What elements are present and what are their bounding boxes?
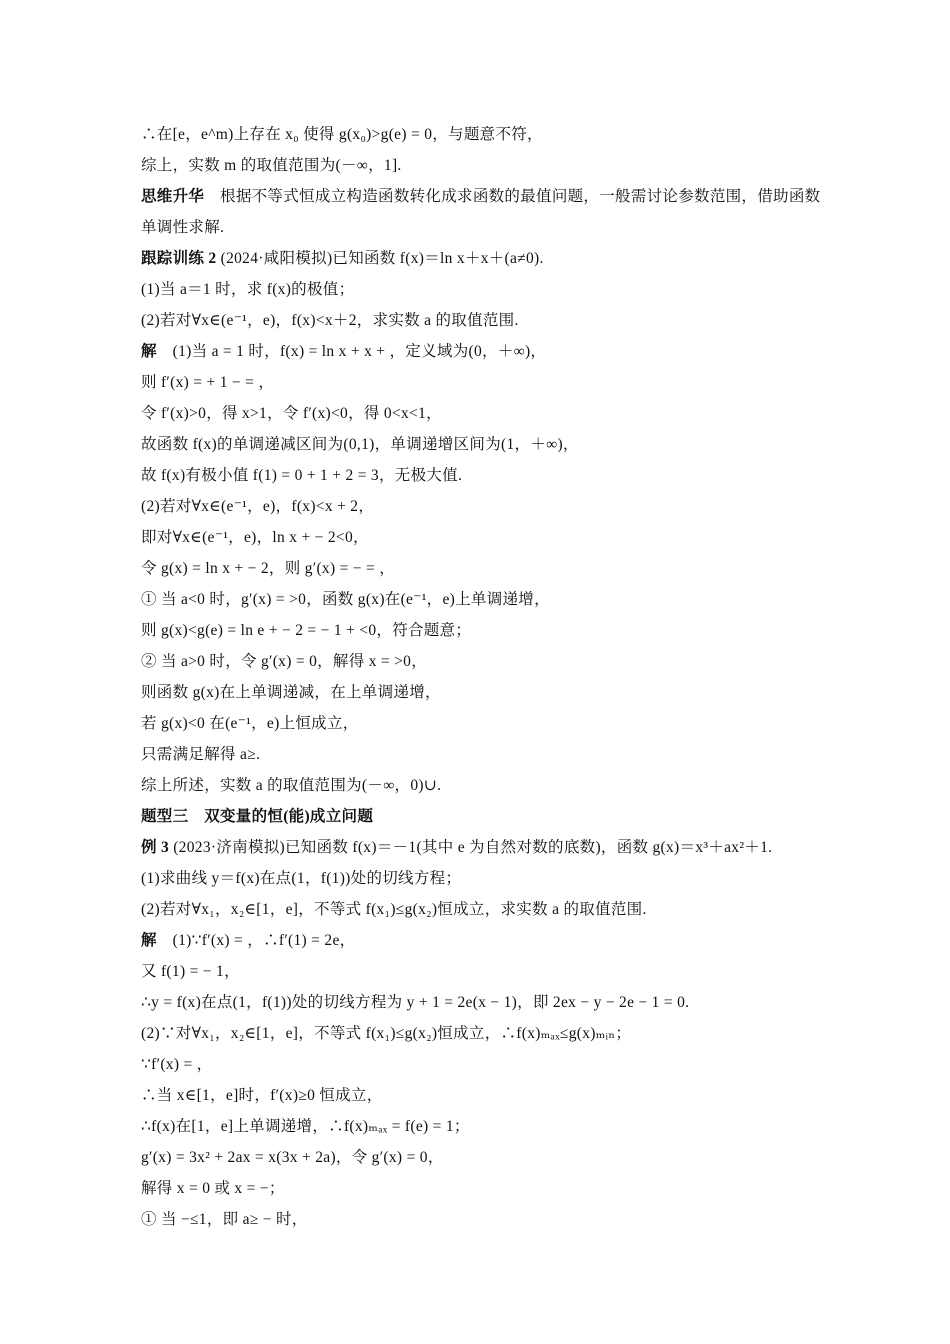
text-line: 令 g(x) = ln x + − 2，则 g′(x) = − = ， bbox=[141, 560, 396, 577]
text-line: 令 f′(x)>0，得 x>1，令 f′(x)<0，得 0<x<1， bbox=[141, 405, 442, 422]
text-line: ∵f′(x) = ， bbox=[141, 1056, 213, 1073]
text-line: 则函数 g(x)在上单调递减，在上单调递增， bbox=[141, 684, 441, 701]
exercise-intro bbox=[141, 243, 821, 274]
text-line: 只需满足解得 a≥. bbox=[141, 746, 261, 763]
example-text: (2023·济南模拟)已知函数 f(x)＝－1(其中 e 为自然对数的底数)，函数 g(x)＝x³＋ax²＋1. bbox=[173, 839, 773, 856]
text-line: 则 f′(x) = + 1 − = ， bbox=[141, 374, 275, 391]
text-line: 故函数 f(x)的单调递减区间为(0,1)，单调递增区间为(1，＋∞)， bbox=[141, 436, 579, 453]
text-line: ① 当 a<0 时，g′(x) = >0，函数 g(x)在(e⁻¹，e)上单调递增， bbox=[141, 591, 550, 608]
summary-heading: 思维升华 bbox=[141, 188, 205, 205]
exercise-label: 跟踪训练 2 bbox=[141, 250, 217, 267]
text-line: 综上所述，实数 a 的取值范围为(－∞，0)∪. bbox=[141, 777, 442, 794]
text-line: (2)若对∀x∈(e⁻¹，e)，f(x)<x＋2，求实数 a 的取值范围. bbox=[141, 312, 519, 329]
text-line: ② 当 a>0 时，令 g′(x) = 0，解得 x = >0， bbox=[141, 653, 428, 670]
text-line: (2)若对∀x₁，x₂∈[1，e]，不等式 f(x₁)≤g(x₂)恒成立，求实数 a 的取值范围. bbox=[141, 901, 647, 918]
example-intro bbox=[141, 832, 821, 863]
text-line: (1)当 a＝1 时，求 f(x)的极值； bbox=[141, 281, 355, 298]
exercise-text: (2024·咸阳模拟)已知函数 f(x)＝ln x＋x＋(a≠0). bbox=[220, 250, 544, 267]
example-label: 例 3 bbox=[141, 839, 170, 856]
text-line: g′(x) = 3x² + 2ax = x(3x + 2a)，令 g′(x) = 0， bbox=[141, 1149, 444, 1166]
text-line: 即对∀x∈(e⁻¹，e)，ln x + − 2<0， bbox=[141, 529, 369, 546]
solution-text: (1)当 a = 1 时，f(x) = ln x + x + ，定义域为(0，＋∞)， bbox=[172, 343, 547, 360]
solution-label: 解 bbox=[141, 932, 157, 949]
text-line: ① 当 −≤1，即 a≥ − 时， bbox=[141, 1211, 308, 1228]
text-line: 故 f(x)有极小值 f(1) = 0 + 1 + 2 = 3，无极大值. bbox=[141, 467, 463, 484]
text-line: 又 f(1) = − 1， bbox=[141, 963, 240, 980]
text-line: ∴f(x)在[1，e]上单调递增，∴f(x)ₘₐₓ = f(e) = 1； bbox=[141, 1118, 470, 1135]
solution-text: (1)∵f′(x) = ，∴f′(1) = 2e， bbox=[172, 932, 356, 949]
text-line: 则 g(x)<g(e) = ln e + − 2 = − 1 + <0，符合题意； bbox=[141, 622, 472, 639]
text-line: ∴在[e，e^m)上存在 x₀ 使得 g(x₀)>g(e) = 0，与题意不符， bbox=[141, 126, 543, 143]
summary-paragraph bbox=[141, 181, 821, 243]
text-line: 解得 x = 0 或 x = −； bbox=[141, 1180, 285, 1197]
solution-label: 解 bbox=[141, 343, 157, 360]
section-heading: 题型三 双变量的恒(能)成立问题 bbox=[141, 808, 374, 825]
solution-line bbox=[141, 925, 821, 956]
document-page bbox=[141, 119, 821, 1235]
text-line: (2)∵对∀x₁，x₂∈[1，e]，不等式 f(x₁)≤g(x₂)恒成立，∴f(x)ₘₐₓ≤g(x)ₘᵢₙ； bbox=[141, 1025, 632, 1042]
text-line: 综上，实数 m 的取值范围为(－∞，1]. bbox=[141, 157, 402, 174]
solution-line bbox=[141, 336, 821, 367]
text-line: ∴当 x∈[1，e]时，f′(x)≥0 恒成立， bbox=[141, 1087, 383, 1104]
text-line: 若 g(x)<0 在(e⁻¹，e)上恒成立， bbox=[141, 715, 359, 732]
summary-text: 根据不等式恒成立构造函数转化成求函数的最值问题，一般需讨论参数范围，借助函数单调性求解. bbox=[141, 188, 821, 236]
text-line: (2)若对∀x∈(e⁻¹，e)，f(x)<x + 2， bbox=[141, 498, 375, 515]
text-line: (1)求曲线 y＝f(x)在点(1，f(1))处的切线方程； bbox=[141, 870, 462, 887]
text-line: ∴y = f(x)在点(1，f(1))处的切线方程为 y + 1 = 2e(x − 1)，即 2ex − y − 2e − 1 = 0. bbox=[141, 994, 690, 1011]
